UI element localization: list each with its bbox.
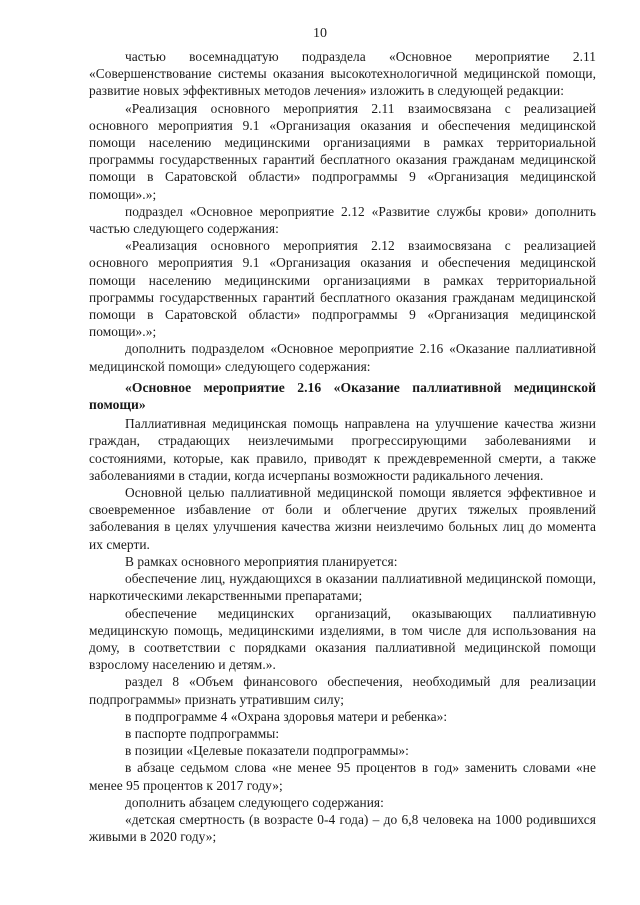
paragraph-planned-measures: В рамках основного мероприятия планируется: — [125, 553, 398, 569]
paragraph-palliative-care-purpose: Паллиативная медицинская помощь направлена на улучшение качества жизни граждан, страдающих неизлечимыми прогрессирующими заболеваниями и состояниями, которые, как правило, приводят к преждевременной смерти, а также заболеваниями в стадии, когда исчерпаны возможности радикального лечения. — [89, 416, 596, 483]
section-heading-2-16: «Основное мероприятие 2.16 «Оказание паллиативной медицинской помощи» — [89, 379, 596, 413]
paragraph-subprogram-4: в подпрограмме 4 «Охрана здоровья матери и ребенка»: — [125, 708, 448, 724]
page-number: 10 — [313, 26, 327, 41]
paragraph-child-mortality: «детская смертность (в возрасте 0-4 года) – до 6,8 человека на 1000 родившихся живыми в 2020 году»; — [89, 811, 596, 845]
paragraph-amend-subsection-2-11: частью восемнадцатую подраздела «Основное мероприятие 2.11 «Совершенствование системы оказания высокотехнологичной медицинской помощи, развитие новых эффективных методов лечения» изложить в следующей редакции: — [89, 49, 596, 99]
paragraph-passport: в паспорте подпрограммы: — [125, 725, 280, 741]
paragraph-measure-devices: обеспечение медицинских организаций, оказывающих паллиативную медицинскую помощь, медицинскими изделиями, в том числе для использования на дому, в соответствии с порядками оказания паллиативной медицинской помощи взрослому населению и детям.». — [89, 605, 596, 673]
document-body — [89, 48, 596, 845]
paragraph-quote-2-12: «Реализация основного мероприятия 2.12 взаимосвязана с реализацией основного мероприятия 9.1 «Организация оказания и обеспечения медицинской помощи населению медицинскими организациями в рамках территориальной программы государственных гарантий бесплатного оказания гражданам медицинской помощи в Саратовской области» подпрограммы 9 «Организация медицинской помощи».»; — [89, 238, 596, 340]
paragraph-quote-2-11: «Реализация основного мероприятия 2.11 взаимосвязана с реализацией основного мероприятия 9.1 «Организация оказания и обеспечения медицинской помощи населению медицинскими организациями в рамках территориальной программы государственных гарантий бесплатного оказания гражданам медицинской помощи в Саратовской области» подпрограммы 9 «Организация медицинской помощи».»; — [89, 100, 596, 202]
paragraph-section-8-repealed: раздел 8 «Объем финансового обеспечения, необходимый для реализации подпрограммы» признать утратившим силу; — [89, 674, 596, 707]
paragraph-add-subsection-2-16: дополнить подразделом «Основное мероприятие 2.16 «Оказание паллиативной медицинской помощи» следующего содержания: — [89, 341, 596, 374]
paragraph-main-goal: Основной целью паллиативной медицинской помощи является эффективное и своевременное избавление от боли и облегчение других тяжелых проявлений заболевания в целях улучшения качества жизни неизлечимо больных лиц до момента их смерти. — [89, 485, 596, 552]
paragraph-measure-drugs: обеспечение лиц, нуждающихся в оказании паллиативной медицинской помощи, наркотическими лекарственными препаратами; — [89, 571, 596, 604]
paragraph-add-paragraph: дополнить абзацем следующего содержания: — [125, 794, 384, 810]
paragraph-seventh-paragraph: в абзаце седьмом слова «не менее 95 процентов в год» заменить словами «не менее 95 процентов к 2017 году»; — [89, 760, 596, 793]
paragraph-amend-subsection-2-12: подраздел «Основное мероприятие 2.12 «Развитие службы крови» дополнить частью следующего содержания: — [89, 203, 596, 237]
paragraph-target-indicators: в позиции «Целевые показатели подпрограммы»: — [125, 743, 409, 759]
